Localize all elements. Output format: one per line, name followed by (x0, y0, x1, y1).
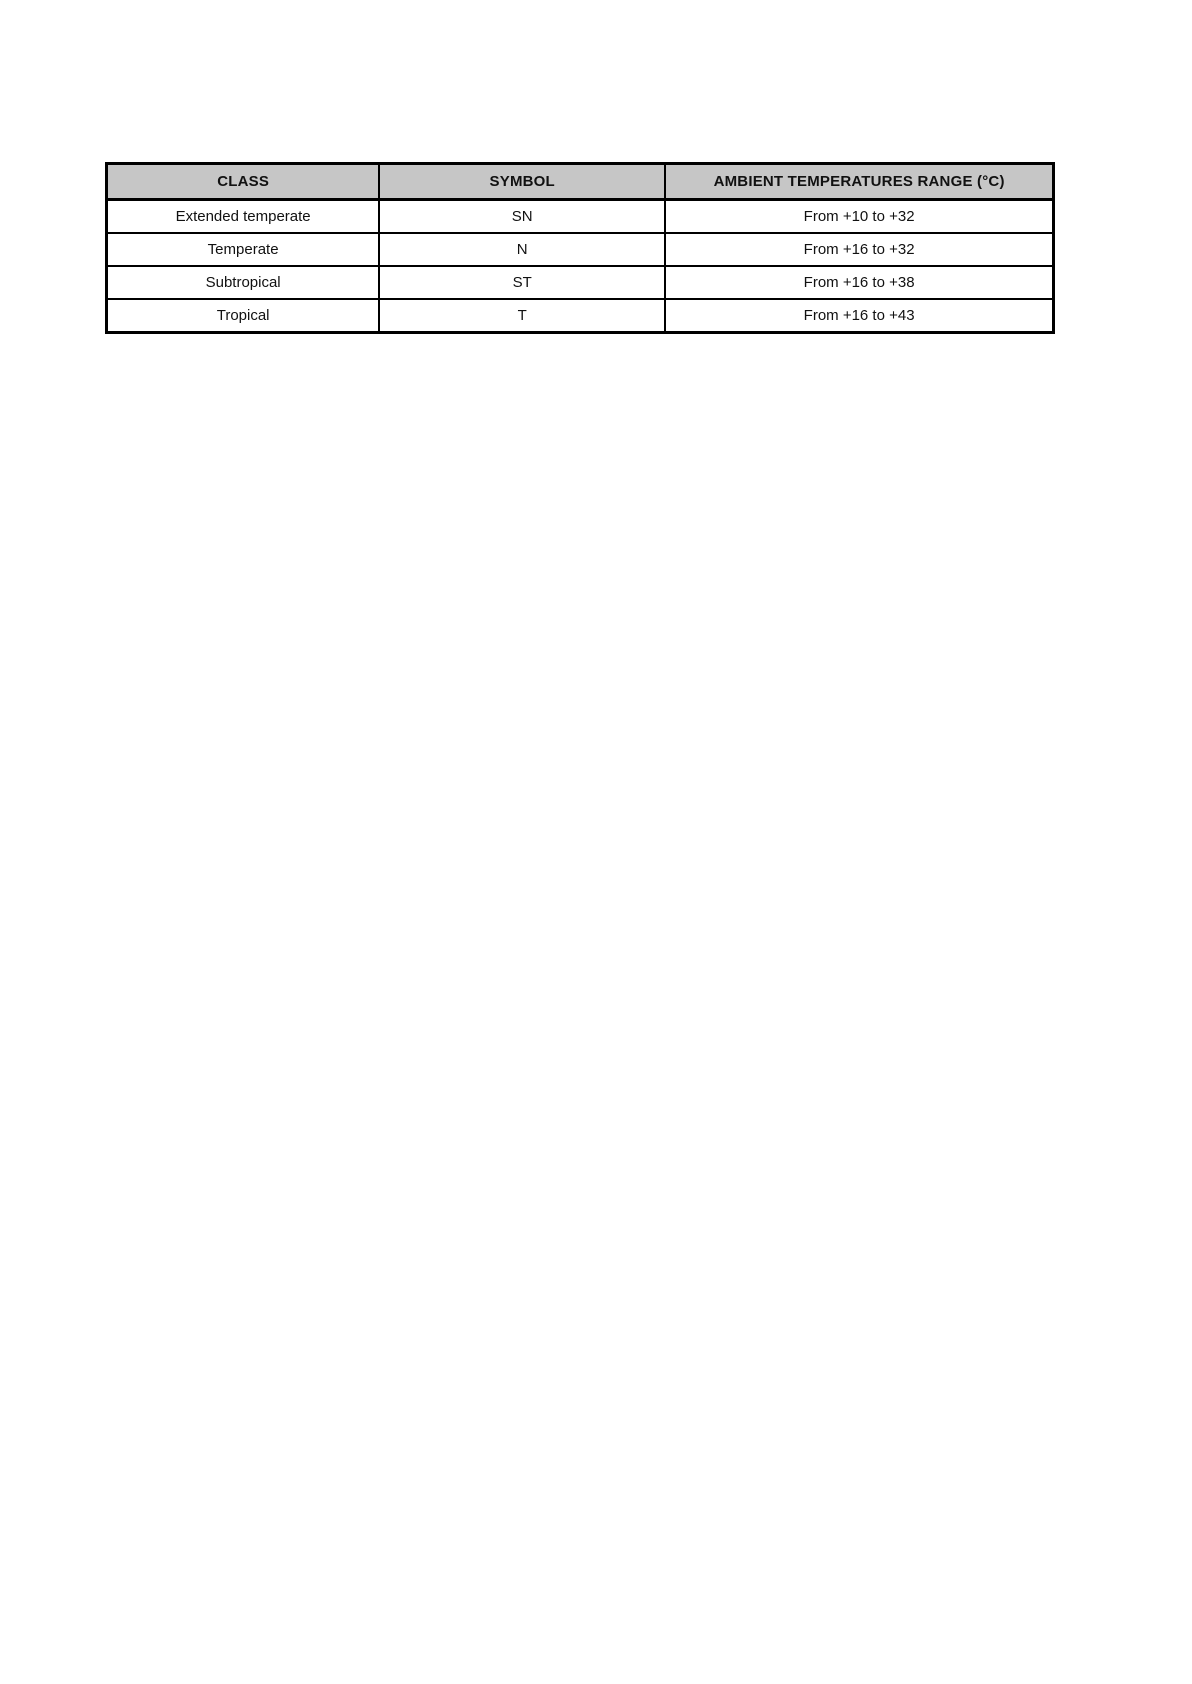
column-header-symbol: SYMBOL (379, 164, 665, 200)
class-cell: Tropical (107, 299, 380, 333)
class-cell: Subtropical (107, 266, 380, 299)
table-body (107, 200, 1054, 333)
table-row (107, 266, 1054, 299)
table-row (107, 233, 1054, 266)
class-cell: Extended temperate (107, 200, 380, 234)
range-cell: From +16 to +32 (665, 233, 1053, 266)
symbol-cell: T (379, 299, 665, 333)
symbol-cell: ST (379, 266, 665, 299)
table-row (107, 299, 1054, 333)
range-cell: From +16 to +43 (665, 299, 1053, 333)
column-header-class: CLASS (107, 164, 380, 200)
climate-class-table (105, 162, 1055, 334)
range-cell: From +10 to +32 (665, 200, 1053, 234)
range-cell: From +16 to +38 (665, 266, 1053, 299)
header-row (107, 164, 1054, 200)
column-header-range: AMBIENT TEMPERATURES RANGE (°C) (665, 164, 1053, 200)
table-row (107, 200, 1054, 234)
symbol-cell: N (379, 233, 665, 266)
symbol-cell: SN (379, 200, 665, 234)
class-cell: Temperate (107, 233, 380, 266)
table-header (107, 164, 1054, 200)
